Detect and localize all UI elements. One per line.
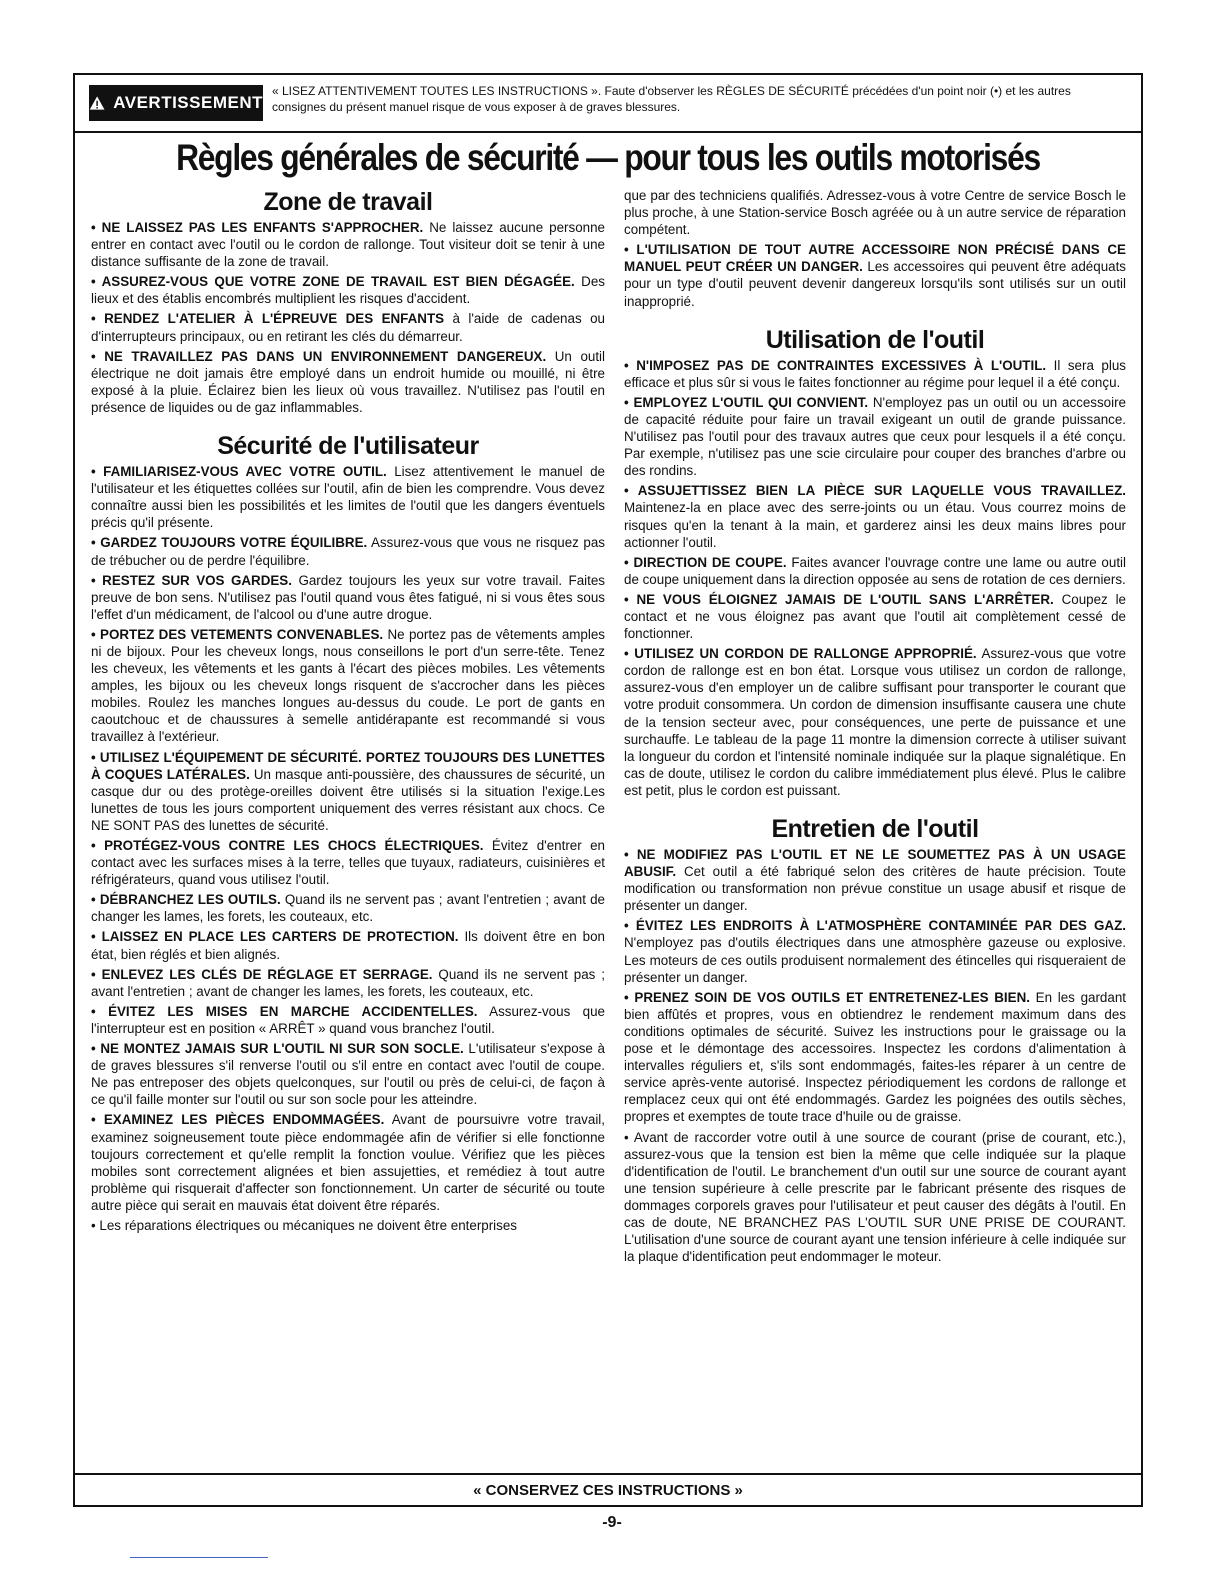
warning-badge-label: AVERTISSEMENT xyxy=(113,93,263,112)
rule-item xyxy=(91,626,605,746)
rule-item xyxy=(91,891,605,925)
rule-item xyxy=(624,241,1126,309)
left-column xyxy=(91,187,605,1237)
continued-text: que par des techniciens qualifiés. Adressez-vous à votre Centre de service Bosch le plus proche, à une Station-service Bosch agréée ou à un autre service de réparation compétent. xyxy=(624,188,1126,238)
warning-badge xyxy=(89,85,263,121)
rule-item xyxy=(624,482,1126,550)
warning-text: « LISEZ ATTENTIVEMENT TOUTES LES INSTRUCTIONS ». Faute d'observer les RÈGLES DE SÉCURITÉ précédées d'un point noir (•) et les autres consignes du présent manuel risque de vous exposer à de graves blessures. xyxy=(272,84,1071,114)
rule-text: N'employez pas un outil ou un accessoire de capacité réduite pour faire un travail exigeant un outil de grande puissance. N'utilisez pas l'outil pour des travaux autres que ceux pour lesquels il a été conçu. Par exemple, n'utilisez pas une scie circulaire pour couper des branches d'arbre ou des rondins. xyxy=(624,394,1126,479)
rule-item xyxy=(91,1217,605,1234)
rule-item xyxy=(624,1129,1126,1266)
rule-heading: • LAISSEZ EN PLACE LES CARTERS DE PROTECTION. xyxy=(91,929,459,945)
rule-text: Ils doivent être en bon état, bien réglés et bien alignés. xyxy=(91,929,606,962)
rule-text: Évitez d'entrer en contact avec les surfaces mises à la terre, telles que tuyaux, radiateurs, cuisinières et réfrigérateurs, quand vous utilisez l'outil. xyxy=(91,838,605,888)
rule-item xyxy=(624,357,1126,391)
rule-text: Il sera plus efficace et plus sûr si vous le faites fonctionner au régime pour lequel il a été conçu. xyxy=(624,357,1126,390)
rule-item xyxy=(91,273,605,307)
rule-item xyxy=(91,966,605,1000)
rule-item xyxy=(91,310,605,344)
heading-user-safety: Sécurité de l'utilisateur xyxy=(217,432,479,461)
rule-heading: • PROTÉGEZ-VOUS CONTRE LES CHOCS ÉLECTRIQUES. xyxy=(91,838,484,853)
user-safety-list xyxy=(91,463,605,1234)
rule-text: En les gardant bien affûtés et propres, vous en obtiendrez le rendement maximum dans des conditions optimales de sécurité. Suivez les instructions pour le graissage ou la pose et le démontage des accessoires. Inspectez les cordons d'alimentation à intervalles réguliers et, s'ils sont endommagés, faites-les réparer à un centre de service après-vente autorisé. Inspectez périodiquement les cordons de rallonge et remplacez ceux qui ont été endommagés. Gardez les poignées des outils sèches, propres et exemptes de toute trace d'huile ou de graisse. xyxy=(624,989,1126,1125)
warning-row xyxy=(75,75,1141,133)
rule-item xyxy=(91,837,605,888)
keep-instructions: « CONSERVEZ CES INSTRUCTIONS » xyxy=(75,1473,1141,1505)
rule-item xyxy=(624,591,1126,642)
heading-work-area: Zone de travail xyxy=(263,188,433,216)
rule-item xyxy=(624,394,1126,479)
rule-heading: • GARDEZ TOUJOURS VOTRE ÉQUILIBRE. xyxy=(91,535,368,551)
rule-heading: • NE MODIFIEZ PAS L'OUTIL ET NE LE SOUMETTEZ PAS À UN USAGE ABUSIF. xyxy=(624,847,1126,880)
rule-heading: • NE VOUS ÉLOIGNEZ JAMAIS DE L'OUTIL SANS L'ARRÊTER. xyxy=(624,591,1054,607)
rule-heading: • PRENEZ SOIN DE VOS OUTILS ET ENTRETENEZ-LES BIEN. xyxy=(624,989,1030,1005)
rule-text: Cet outil a été fabriqué selon des critères de haute précision. Toute modification ou transformation non prévue constitue un usage abusif et risque de présenter un danger. xyxy=(624,864,1126,914)
rule-heading: • ASSUJETTISSEZ BIEN LA PIÈCE SUR LAQUELLE VOUS TRAVAILLEZ. xyxy=(624,483,1126,499)
rule-text: Assurez-vous que votre cordon de rallonge est en bon état. Lorsque vous utilisez un cordon de rallonge, assurez-vous d'en employer un de calibre suffisant pour transporter le courant que votre produit consommera. Un cordon de dimension insuffisante causera une chute de la tension secteur avec, pour conséquences, une perte de puissance et une surchauffe. Le tableau de la page 11 montre la dimension correcte à utiliser suivant la longueur du cordon et l'intensité nominale indiquée sur la plaque signalétique. En cas de doute, utilisez le cordon du calibre immédiatement plus élevé. Plus le calibre est petit, plus le cordon est puissant. xyxy=(624,646,1126,798)
rule-item xyxy=(91,1003,605,1037)
rule-text: Avant de poursuivre votre travail, examinez soigneusement toute pièce endommagée afin de vérifier si elle fonctionne toujours correctement et qu'elle remplit la fonction voulue. Vérifiez que les pièces mobiles sont correctement alignées et bien assujetties, et remédiez à tout autre problème qui risquerait d'affecter son fonctionnement. Un carter de sécurité ou toute autre pièce qui serait en mauvais état doivent être réparés. xyxy=(91,1112,605,1213)
safety-rules-frame xyxy=(73,73,1143,1507)
rule-heading: • PORTEZ DES VETEMENTS CONVENABLES. xyxy=(91,626,384,642)
right-column xyxy=(624,187,1126,1268)
rule-heading: • NE MONTEZ JAMAIS SUR L'OUTIL NI SUR SON SOCLE. xyxy=(91,1041,464,1057)
page-title: Règles générales de sécurité — pour tous les outils motorisés xyxy=(176,137,1040,178)
rule-text: Maintenez-la en place avec des serre-joints ou un étau. Vous courrez moins de risques qu'en la tenant à la main, et garderez ainsi les deux mains libres pour actionner l'outil. xyxy=(624,500,1126,550)
rule-text: Quand ils ne servent pas ; avant l'entretien ; avant de changer les lames, les forets, les couteaux, etc. xyxy=(91,966,606,999)
rule-heading: • UTILISEZ UN CORDON DE RALLONGE APPROPRIÉ. xyxy=(624,646,977,662)
rule-heading: • NE TRAVAILLEZ PAS DANS UN ENVIRONNEMENT DANGEREUX. xyxy=(91,348,547,364)
page-number: -9- xyxy=(602,1514,622,1531)
rule-item xyxy=(91,463,605,531)
rule-text: Quand ils ne servent pas ; avant l'entretien ; avant de changer les lames, les forets, les couteaux, etc. xyxy=(91,892,605,925)
rule-heading: • DÉBRANCHEZ LES OUTILS. xyxy=(91,892,281,908)
heading-tool-care: Entretien de l'outil xyxy=(771,815,979,843)
rule-text: Assurez-vous que vous ne risquez pas de trébucher ou de perdre l'équilibre. xyxy=(91,535,605,568)
rule-item xyxy=(91,1111,605,1214)
rule-text: • Avant de raccorder votre outil à une source de courant (prise de courant, etc.), assurez-vous que la tension est bien la même que celle indiquée sur la plaque d'identification de l'outil. Le branchement d'un outil sur une source de courant ayant une tension supérieure à celle prescrite par le fabricant présente des risques de dommages corporels graves pour l'utilisateur et peut causer des dégâts à l'outil. En cas de doute, NE BRANCHEZ PAS L'OUTIL SUR UNE PRISE DE COURANT. L'utilisation d'une source de courant ayant une tension inférieure à celle indiquée sur la plaque d'identification peut endommager le moteur. xyxy=(624,1129,1126,1265)
rule-heading: • RENDEZ L'ATELIER À L'ÉPREUVE DES ENFANTS xyxy=(91,311,445,327)
rule-text: Faites avancer l'ouvrage contre une lame ou autre outil de coupe uniquement dans la direction opposée au sens de rotation de ces derniers. xyxy=(624,554,1126,587)
rule-heading: • EMPLOYEZ L'OUTIL QUI CONVIENT. xyxy=(624,394,869,410)
rule-text: Les accessoires qui peuvent être adéquats pour un type d'outil peuvent devenir dangereux lorsqu'ils sont utilisés sur un outil inapproprié. xyxy=(624,259,1127,309)
rule-text: Gardez toujours les yeux sur votre travail. Faites preuve de bon sens. N'utilisez pas l'outil quand vous êtes fatigué, ni si vous êtes sous l'effet d'un médicament, de l'alcool ou d'une autre drogue. xyxy=(91,572,605,622)
rule-heading: • ÉVITEZ LES ENDROITS À L'ATMOSPHÈRE CONTAMINÉE PAR DES GAZ. xyxy=(624,918,1126,934)
rule-text: Coupez le contact et ne vous éloignez pas avant que l'outil ait complètement cessé de fonctionner. xyxy=(624,591,1126,642)
rule-item xyxy=(91,219,605,270)
tool-use-list xyxy=(624,357,1126,799)
rule-heading: • FAMILIARISEZ-VOUS AVEC VOTRE OUTIL. xyxy=(91,464,387,480)
rule-item xyxy=(91,534,605,568)
rule-heading: • RESTEZ SUR VOS GARDES. xyxy=(91,572,292,588)
rule-heading: • ÉVITEZ LES MISES EN MARCHE ACCIDENTELLES. xyxy=(91,1003,478,1019)
work-area-list xyxy=(91,219,605,416)
rule-item xyxy=(624,554,1126,588)
rule-item xyxy=(91,1040,605,1108)
rule-text: Un outil électrique ne doit jamais être employé dans un endroit humide ou mouillé, ni être exposé à la pluie. Éclairez bien les lieux où vous travaillez. N'utilisez pas l'outil en présence de liquides ou de gaz inflammables. xyxy=(91,348,606,415)
rule-text: Des lieux et des établis encombrés multiplient les risques d'accident. xyxy=(91,274,605,307)
rule-text: à l'aide de cadenas ou d'interrupteurs principaux, ou en retirant les clés du démarreur. xyxy=(91,311,605,344)
rule-item xyxy=(624,846,1126,914)
rule-text: Assurez-vous que l'interrupteur est en position « ARRÊT » quand vous branchez l'outil. xyxy=(91,1003,605,1036)
rule-item xyxy=(91,749,605,834)
rule-item xyxy=(624,917,1126,985)
rule-item xyxy=(91,572,605,623)
rule-heading: • L'UTILISATION DE TOUT AUTRE ACCESSOIRE NON PRÉCISÉ DANS CE MANUEL PEUT CRÉER UN DANGER. xyxy=(624,242,1126,275)
rule-item xyxy=(91,928,605,962)
warning-triangle-icon xyxy=(89,93,105,113)
rule-text: N'employez pas d'outils électriques dans une atmosphère gazeuse ou explosive. Les moteurs de ces outils produisent normalement des étincelles qui risqueraient de présenter un danger. xyxy=(624,935,1126,985)
rule-heading: • N'IMPOSEZ PAS DE CONTRAINTES EXCESSIVES À L'OUTIL. xyxy=(624,357,1047,373)
rule-text: Un masque anti-poussière, des chaussures de sécurité, un casque dur ou des protège-oreilles doivent être utilisés si la situation l'exige.Les lunettes de tous les jours comportent uniquement des verres résistant aux chocs. Ce NE SONT PAS des lunettes de sécurité. xyxy=(91,766,605,833)
rule-heading: • ENLEVEZ LES CLÉS DE RÉGLAGE ET SERRAGE. xyxy=(91,966,433,982)
rule-item xyxy=(91,348,605,416)
heading-tool-use: Utilisation de l'outil xyxy=(765,325,985,354)
rule-heading: • ASSUREZ-VOUS QUE VOTRE ZONE DE TRAVAIL EST BIEN DÉGAGÉE. xyxy=(91,274,575,290)
rule-heading: • EXAMINEZ LES PIÈCES ENDOMMAGÉES. xyxy=(91,1112,385,1128)
accessory-list xyxy=(624,241,1126,309)
rule-heading: • DIRECTION DE COUPE. xyxy=(624,554,787,570)
rule-heading: • UTILISEZ L'ÉQUIPEMENT DE SÉCURITÉ. PORTEZ TOUJOURS DES LUNETTES À COQUES LATÉRALES. xyxy=(91,749,605,782)
footer-rule xyxy=(130,1557,268,1558)
rule-text: Ne portez pas de vêtements amples ni de bijoux. Pour les cheveux longs, nous conseillons le port d'un serre-tête. Tenez les cheveux, les vêtements et les gants à l'écart des pièces mobiles. Les vêtements amples, les bijoux ou les cheveux longs risquent de s'accrocher dans les pièces mobiles. Roulez les manches longues au-dessus du coude. Le port de gants en caoutchouc et de chaussures à semelle antidérapante est recommandé si vous travaillez à l'extérieur. xyxy=(91,626,605,745)
rule-text: • Les réparations électriques ou mécaniques ne doivent être enterprises xyxy=(91,1217,517,1233)
tool-care-list xyxy=(624,846,1126,1265)
rule-item xyxy=(624,989,1126,1126)
rule-text: Lisez attentivement le manuel de l'utilisateur et les étiquettes collées sur l'outil, afin de bien les comprendre. Vous devez connaître aussi bien les possibilités et les limites de l'outil que les dangers éventuels précis qu'il présente. xyxy=(91,464,605,531)
rule-heading: • NE LAISSEZ PAS LES ENFANTS S'APPROCHER. xyxy=(91,220,424,235)
rule-text: L'utilisateur s'expose à de graves blessures s'il renverse l'outil ou s'il entre en contact avec l'outil de coupe. Ne pas entreposer des objets quelconques, sur l'outil ou près de celui-ci, de façon à ce qu'il faille monter sur l'outil ou sur son socle pour les atteindre. xyxy=(91,1041,605,1108)
rule-item xyxy=(624,645,1126,799)
rule-text: Ne laissez aucune personne entrer en contact avec l'outil ou le cordon de rallonge. Tout visiteur doit se tenir à une distance suffisante de la zone de travail. xyxy=(91,220,605,270)
